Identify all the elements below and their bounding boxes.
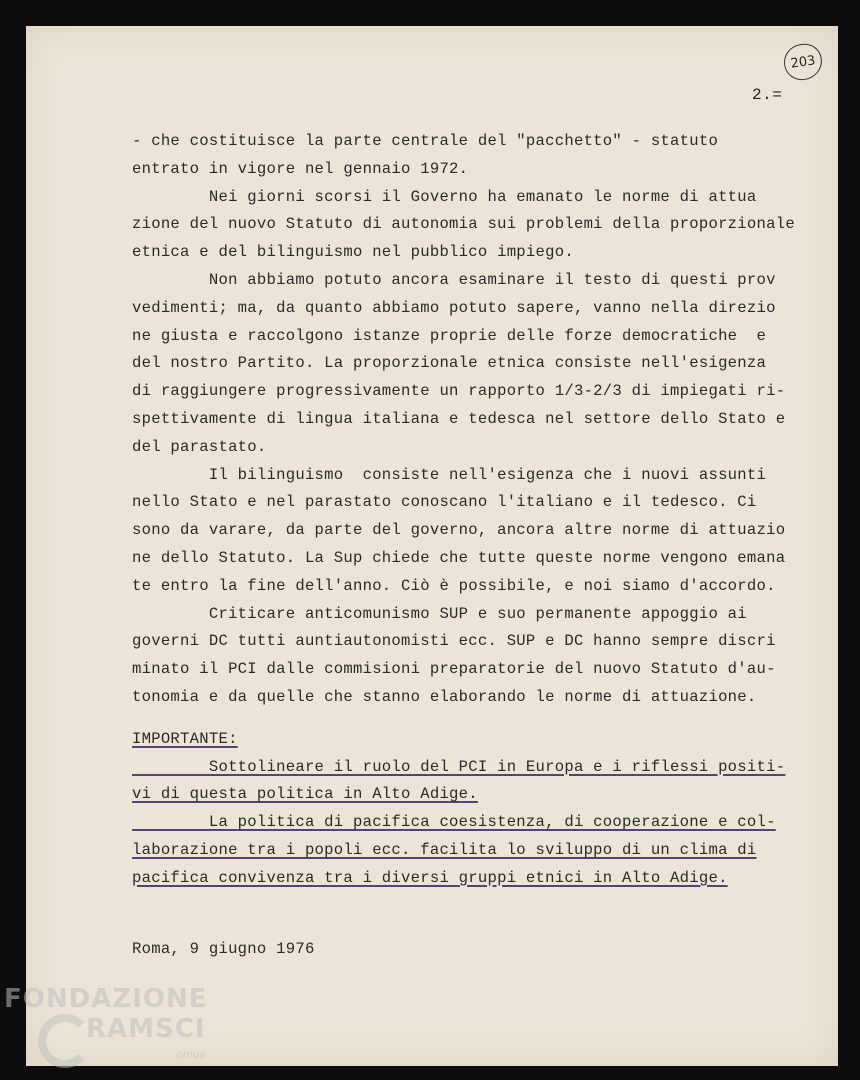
text-line: tonomia e da quelle che stanno elaborando le norme di attuazione.	[132, 687, 757, 706]
document-body	[132, 128, 812, 893]
text-line: etnica e del bilinguismo nel pubblico impiego.	[132, 243, 574, 262]
important-line: Sottolineare il ruolo del PCI in Europa e i riflessi positi-	[132, 757, 786, 776]
important-line: vi di questa politica in Alto Adige.	[132, 785, 478, 804]
text-line: Il bilinguismo consiste nell'esigenza che i nuovi assunti	[132, 465, 767, 484]
text-line: Criticare anticomunismo SUP e suo permanente appoggio ai	[132, 604, 747, 623]
text-line: te entro la fine dell'anno. Ciò è possibile, e noi siamo d'accordo.	[132, 576, 776, 595]
text-line: del nostro Partito. La proporzionale etnica consiste nell'esigenza	[132, 354, 767, 373]
important-heading: IMPORTANTE:	[132, 729, 238, 748]
important-line: La politica di pacifica coesistenza, di cooperazione e col-	[132, 813, 776, 832]
important-line: pacifica convivenza tra i diversi gruppi etnici in Alto Adige.	[132, 868, 728, 887]
watermark-g-logo-icon	[38, 1014, 92, 1068]
text-line: governi DC tutti auntiautonomisti ecc. SUP e DC hanno sempre discri	[132, 632, 776, 651]
text-line: Nei giorni scorsi il Governo ha emanato le norme di attua	[132, 187, 757, 206]
text-line: zione del nuovo Statuto di autonomia sui problemi della proporzionale	[132, 215, 795, 234]
archive-number-stamp: 203	[782, 42, 825, 83]
text-line: Non abbiamo potuto ancora esaminare il testo di questi prov	[132, 270, 776, 289]
text-line: - che costituisce la parte centrale del "pacchetto" - statuto	[132, 132, 719, 150]
text-line: di raggiungere progressivamente un rapporto 1/3-2/3 di impiegati ri-	[132, 382, 786, 401]
page-number: 2.=	[752, 86, 783, 104]
text-line: nello Stato e nel parastato conoscano l'italiano e il tedesco. Ci	[132, 493, 757, 512]
text-line: del parastato.	[132, 437, 267, 456]
watermark-line2: RAMSCI	[86, 1014, 206, 1044]
fondazione-gramsci-watermark	[4, 984, 214, 1080]
watermark-line1: FONDAZIONE	[4, 984, 208, 1014]
text-line: entrato in vigore nel gennaio 1972.	[132, 159, 469, 178]
signoff-date: Roma, 9 giugno 1976	[132, 940, 315, 958]
watermark-line3: onlus	[176, 1048, 206, 1061]
text-line: minato il PCI dalle commisioni preparatorie del nuovo Statuto d'au-	[132, 660, 776, 679]
text-line: ne dello Statuto. La Sup chiede che tutte queste norme vengono emana	[132, 548, 786, 567]
text-line: sono da varare, da parte del governo, ancora altre norme di attuazio	[132, 521, 786, 540]
text-line: ne giusta e raccolgono istanze proprie delle forze democratiche e	[132, 326, 767, 345]
important-line: laborazione tra i popoli ecc. facilita lo sviluppo di un clima di	[132, 840, 757, 859]
text-line: vedimenti; ma, da quanto abbiamo potuto sapere, vanno nella direzio	[132, 298, 776, 317]
text-line: spettivamente di lingua italiana e tedesca nel settore dello Stato e	[132, 409, 786, 428]
